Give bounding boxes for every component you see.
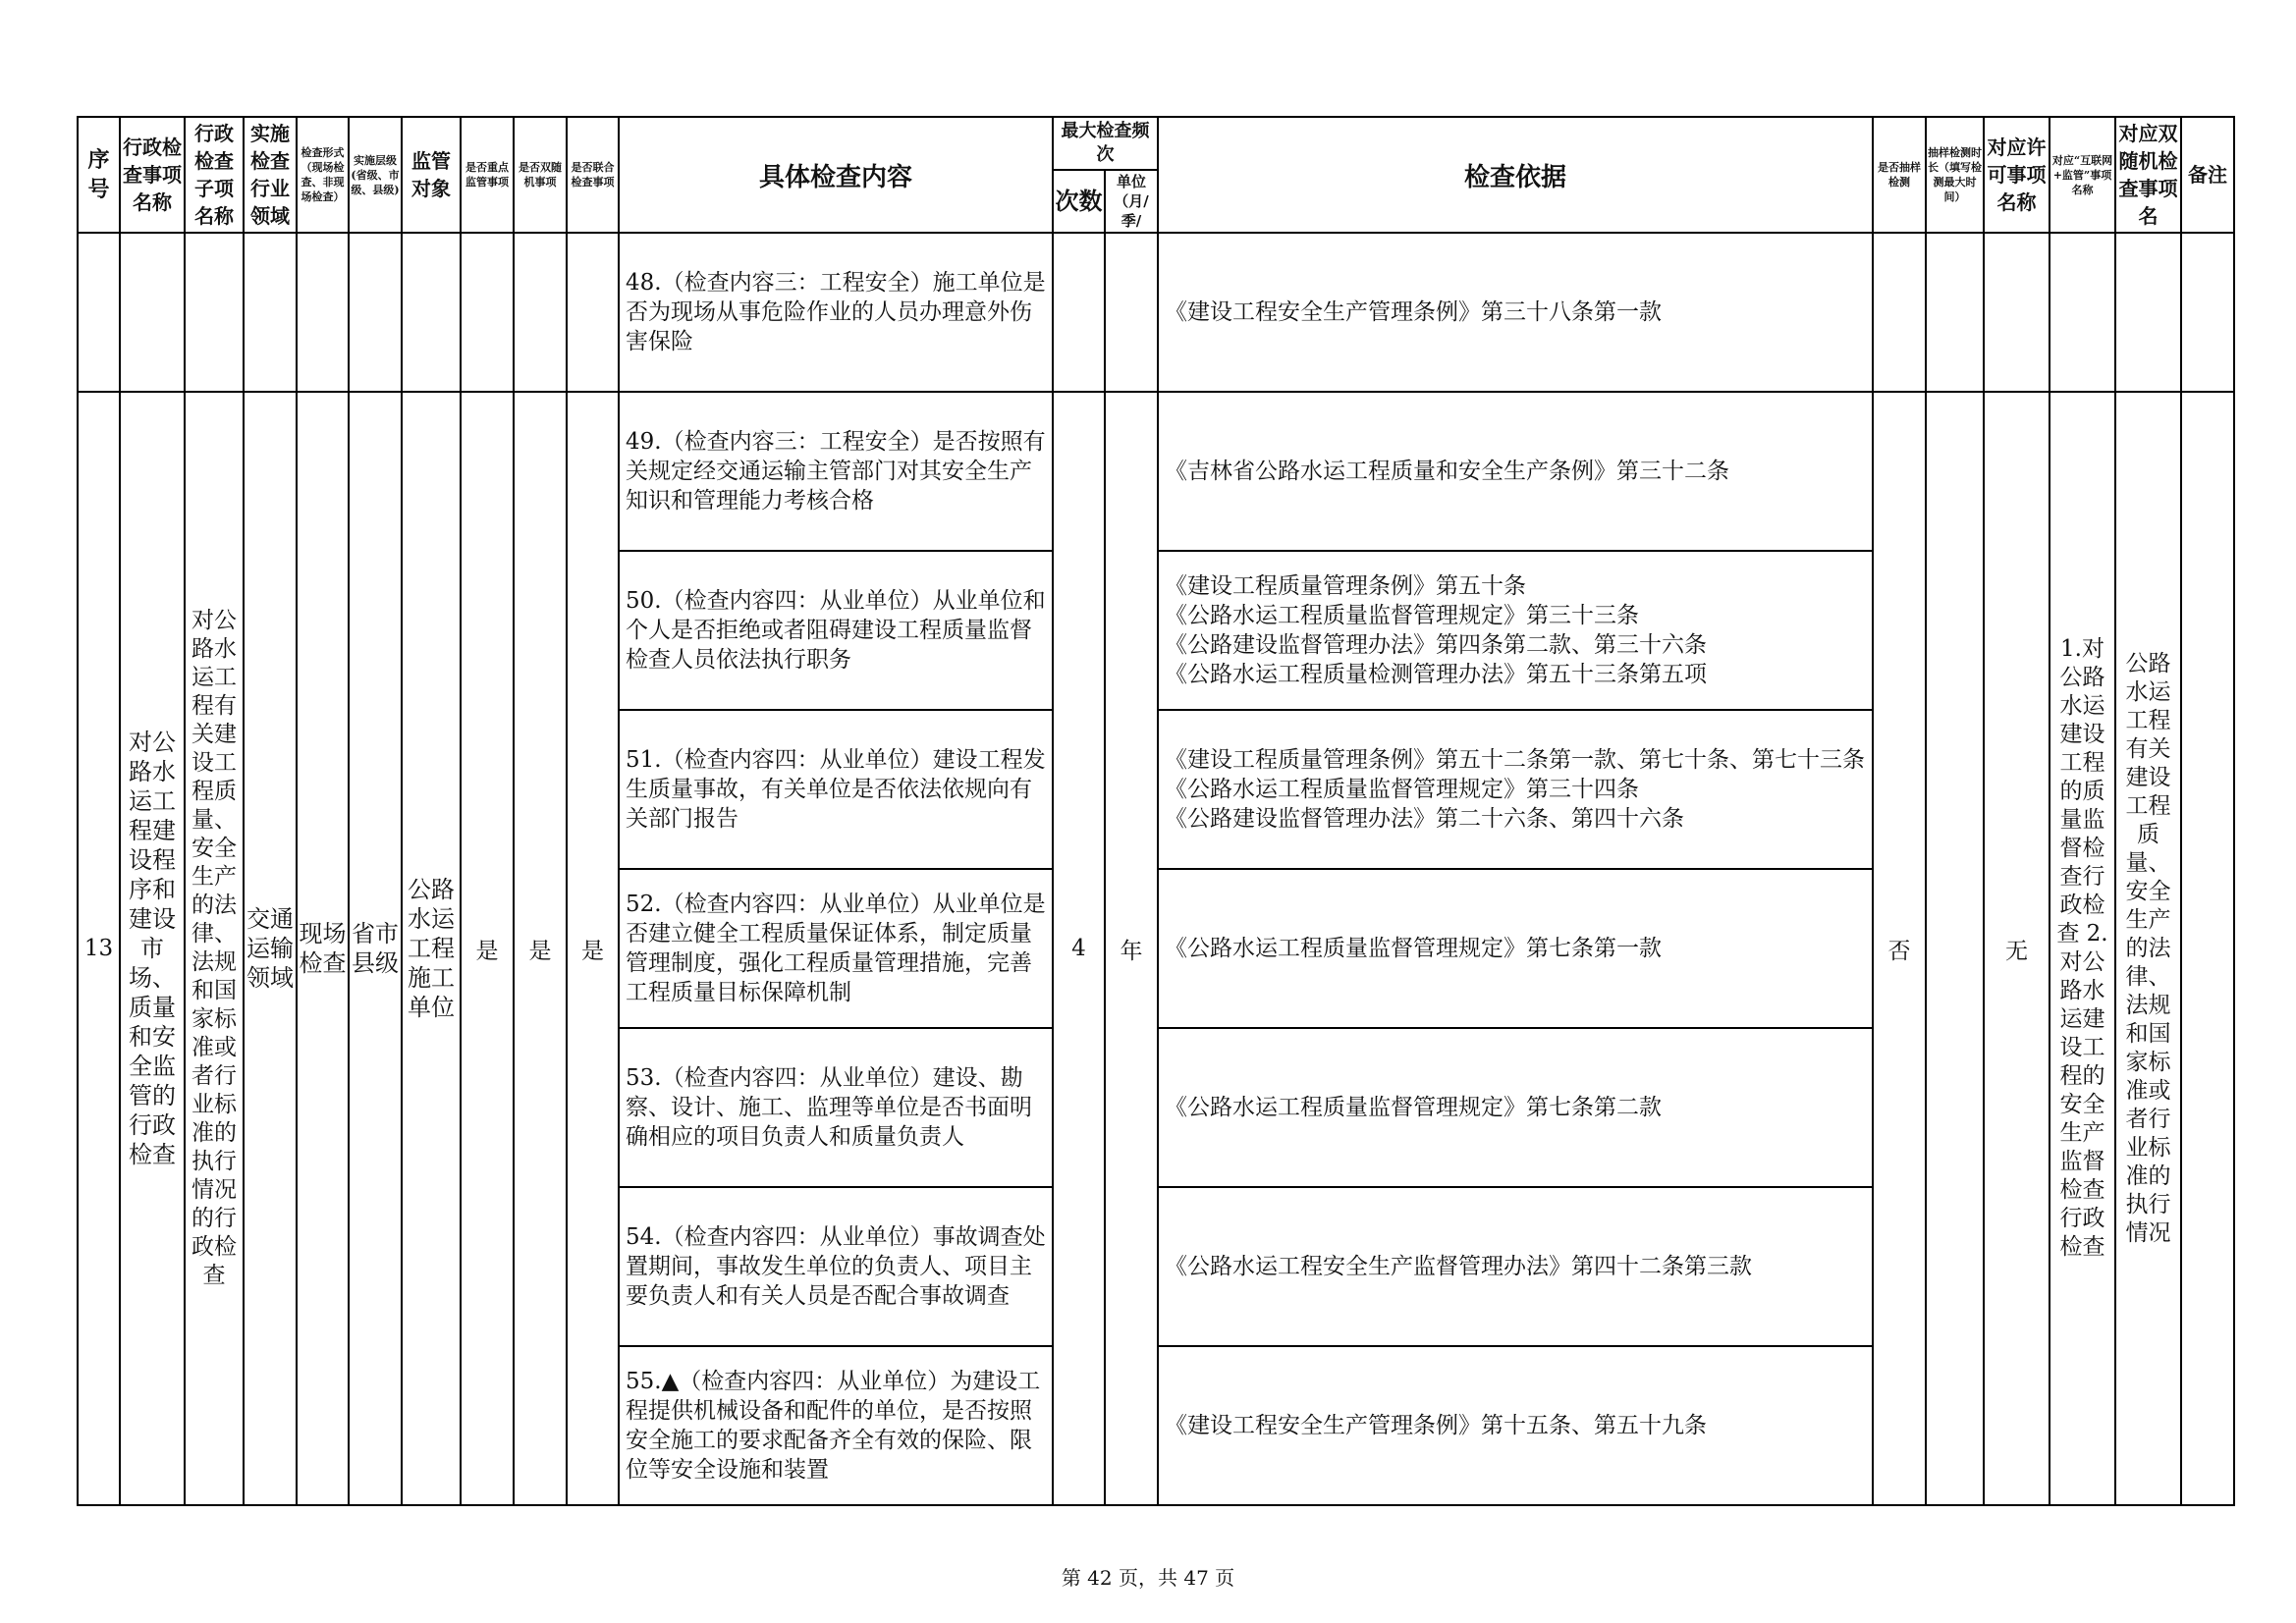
header-form: 检查形式（现场检查、非现场检查） bbox=[297, 117, 349, 233]
table-row bbox=[78, 233, 2234, 392]
row-level: 省市县级 bbox=[349, 392, 402, 1505]
row-unit: 年 bbox=[1105, 392, 1158, 1505]
row-item-name: 对公路水运工程建设程序和建设市场、质量和安全监管的行政检查 bbox=[120, 392, 185, 1505]
header-level: 实施层级(省级、市级、县级) bbox=[349, 117, 402, 233]
header-times: 次数 bbox=[1053, 170, 1105, 233]
row-permit: 无 bbox=[1984, 392, 2050, 1505]
row-joint-item: 是 bbox=[567, 392, 619, 1505]
header-random-name: 对应双随机检查事项名 bbox=[2115, 117, 2181, 233]
header-sub-item-name: 行政检查子项名称 bbox=[185, 117, 244, 233]
row-times: 4 bbox=[1053, 392, 1105, 1505]
header-remark: 备注 bbox=[2181, 117, 2234, 233]
header-max-freq: 最大检查频次 bbox=[1053, 117, 1158, 170]
header-sampling: 是否抽样检测 bbox=[1873, 117, 1926, 233]
check-content-54: 54.（检查内容四：从业单位）事故调查处置期间，事故发生单位的负责人、项目主要负责人和有关人员是否配合事故调查 bbox=[619, 1187, 1053, 1346]
row-key-item: 是 bbox=[461, 392, 514, 1505]
row-sampling-time bbox=[1926, 392, 1984, 1505]
check-content-50: 50.（检查内容四：从业单位）从业单位和个人是否拒绝或者阻碍建设工程质量监督检查人员依法执行职务 bbox=[619, 551, 1053, 710]
row-sampling: 否 bbox=[1873, 392, 1926, 1505]
header-permit: 对应许可事项名称 bbox=[1984, 117, 2050, 233]
header-item-name: 行政检查事项名称 bbox=[120, 117, 185, 233]
table-row bbox=[78, 392, 2234, 551]
check-content-51: 51.（检查内容四：从业单位）建设工程发生质量事故，有关单位是否依法依规向有关部门报告 bbox=[619, 710, 1053, 869]
check-content-49: 49.（检查内容三：工程安全）是否按照有关规定经交通运输主管部门对其安全生产知识和管理能力考核合格 bbox=[619, 392, 1053, 551]
check-content-48: 48.（检查内容三：工程安全）施工单位是否为现场从事危险作业的人员办理意外伤害保险 bbox=[619, 233, 1053, 392]
check-basis-50: 《建设工程质量管理条例》第五十条 《公路水运工程质量监督管理规定》第三十三条 《公路建设监督管理办法》第四条第二款、第三十六条 《公路水运工程质量检测管理办法》第五十三条第五项 bbox=[1158, 551, 1873, 710]
row-form: 现场检查 bbox=[297, 392, 349, 1505]
header-joint-item: 是否联合检查事项 bbox=[567, 117, 619, 233]
row-target: 公路水运工程施工单位 bbox=[402, 392, 461, 1505]
header-basis: 检查依据 bbox=[1158, 117, 1873, 233]
header-industry: 实施检查行业领域 bbox=[244, 117, 297, 233]
header-sampling-time: 抽样检测时长（填写检测最大时间） bbox=[1926, 117, 1984, 233]
inspection-table bbox=[77, 116, 2235, 1506]
check-content-52: 52.（检查内容四：从业单位）从业单位是否建立健全工程质量保证体系，制定质量管理制度，强化工程质量管理措施，完善工程质量目标保障机制 bbox=[619, 869, 1053, 1028]
check-basis-49: 《吉林省公路水运工程质量和安全生产条例》第三十二条 bbox=[1158, 392, 1873, 551]
check-basis-55: 《建设工程安全生产管理条例》第十五条、第五十九条 bbox=[1158, 1346, 1873, 1505]
check-basis-51: 《建设工程质量管理条例》第五十二条第一款、第七十条、第七十三条 《公路水运工程质量监督管理规定》第三十四条 《公路建设监督管理办法》第二十六条、第四十六条 bbox=[1158, 710, 1873, 869]
header-random-item: 是否双随机事项 bbox=[514, 117, 567, 233]
header-content: 具体检查内容 bbox=[619, 117, 1053, 233]
row-seq: 13 bbox=[78, 392, 120, 1505]
row-sub-item-name: 对公路水运工程有关建设工程质量、安全生产的法律、法规和国家标准或者行业标准的执行情况的行政检查 bbox=[185, 392, 244, 1505]
row-remark bbox=[2181, 392, 2234, 1505]
row-industry: 交通运输领域 bbox=[244, 392, 297, 1505]
check-basis-54: 《公路水运工程安全生产监督管理办法》第四十二条第三款 bbox=[1158, 1187, 1873, 1346]
page-footer: 第 42 页，共 47 页 bbox=[1061, 1566, 1235, 1590]
header-target: 监管对象 bbox=[402, 117, 461, 233]
row-random-name: 公路水运工程有关建设工程质量、安全生产的法律、法规和国家标准或者行业标准的执行情况 bbox=[2115, 392, 2181, 1505]
row-random-item: 是 bbox=[514, 392, 567, 1505]
header-key-item: 是否重点监管事项 bbox=[461, 117, 514, 233]
check-basis-48: 《建设工程安全生产管理条例》第三十八条第一款 bbox=[1158, 233, 1873, 392]
header-row bbox=[78, 117, 2234, 170]
header-internet-item: 对应“互联网+监管”事项名称 bbox=[2050, 117, 2115, 233]
check-content-55: 55.▲（检查内容四：从业单位）为建设工程提供机械设备和配件的单位，是否按照安全施工的要求配备齐全有效的保险、限位等安全设施和装置 bbox=[619, 1346, 1053, 1505]
header-seq: 序号 bbox=[78, 117, 120, 233]
header-unit: 单位（月/季/ bbox=[1105, 170, 1158, 233]
check-content-53: 53.（检查内容四：从业单位）建设、勘察、设计、施工、监理等单位是否书面明确相应的项目负责人和质量负责人 bbox=[619, 1028, 1053, 1187]
check-basis-53: 《公路水运工程质量监督管理规定》第七条第二款 bbox=[1158, 1028, 1873, 1187]
row-internet-item: 1.对公路水运建设工程的质量监督检查行政检查 2.对公路水运建设工程的安全生产监督检查行政检查 bbox=[2050, 392, 2115, 1505]
check-basis-52: 《公路水运工程质量监督管理规定》第七条第一款 bbox=[1158, 869, 1873, 1028]
